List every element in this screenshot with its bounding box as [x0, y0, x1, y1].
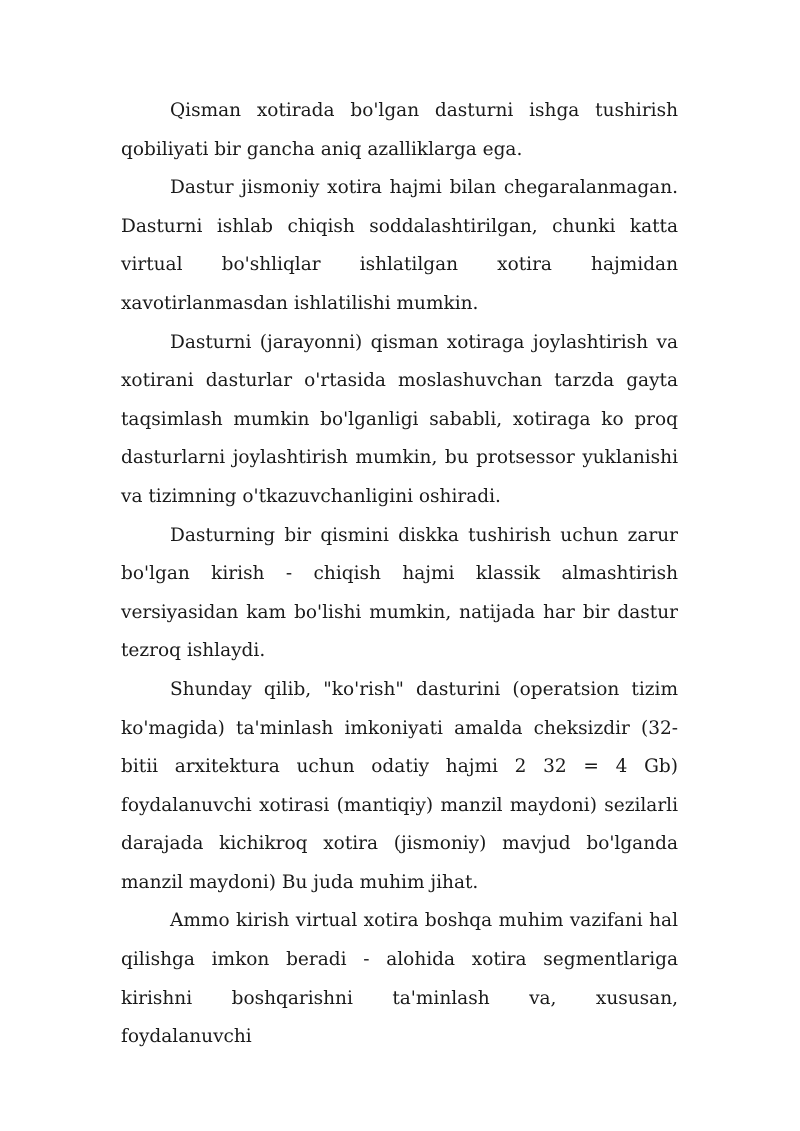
paragraph-3: Dasturni (jarayonni) qisman xotiraga joylashtirish va xotirani dasturlar o'rtasida moslashuvchan tarzda gayta taqsimlash mumkin bo'lganligi sababli, xotiraga ko proq dasturlarni joylashtirish mumkin, bu protsessor yuklanishi va tizimning o'tkazuvchanligini oshiradi. — [121, 331, 678, 507]
paragraph-6: Ammo kirish virtual xotira boshqa muhim vazifani hal qilishga imkon beradi - alohida xotira segmentlariga kirishni boshqarishni ta'minlash va, xususan, foydalanuvchi — [121, 910, 678, 1048]
paragraph-4: Dasturning bir qismini diskka tushirish uchun zarur bo'lgan kirish - chiqish hajmi klassik almashtirish versiyasidan kam bo'lishi mumkin, natijada har bir dastur tezroq ishlaydi. — [121, 524, 678, 662]
paragraph-2: Dastur jismoniy xotira hajmi bilan chegaralanmagan. Dasturni ishlab chiqish soddalashtirilgan, chunki katta virtual bo'shliqlar ishlatilgan xotira hajmidan xavotirlanmasdan ishlatilishi mumkin. — [121, 177, 678, 314]
paragraph-1: Qisman xotirada bo'lgan dasturni ishga tushirish qobiliyati bir gancha aniq azalliklarga ega. — [121, 100, 678, 160]
body-text — [121, 92, 678, 1057]
paragraph-5: Shunday qilib, "ko'rish" dasturini (operatsion tizim ko'magida) ta'minlash imkoniyati amalda cheksizdir (32-bitii arxitektura uchun odatiy hajmi 2 32 = 4 Gb) foydalanuvchi xotirasi (mantiqiy) manzil maydoni) sezilarli darajada kichikroq xotira (jismoniy) mavjud bo'lganda manzil maydoni) Bu juda muhim jihat. — [121, 678, 678, 893]
